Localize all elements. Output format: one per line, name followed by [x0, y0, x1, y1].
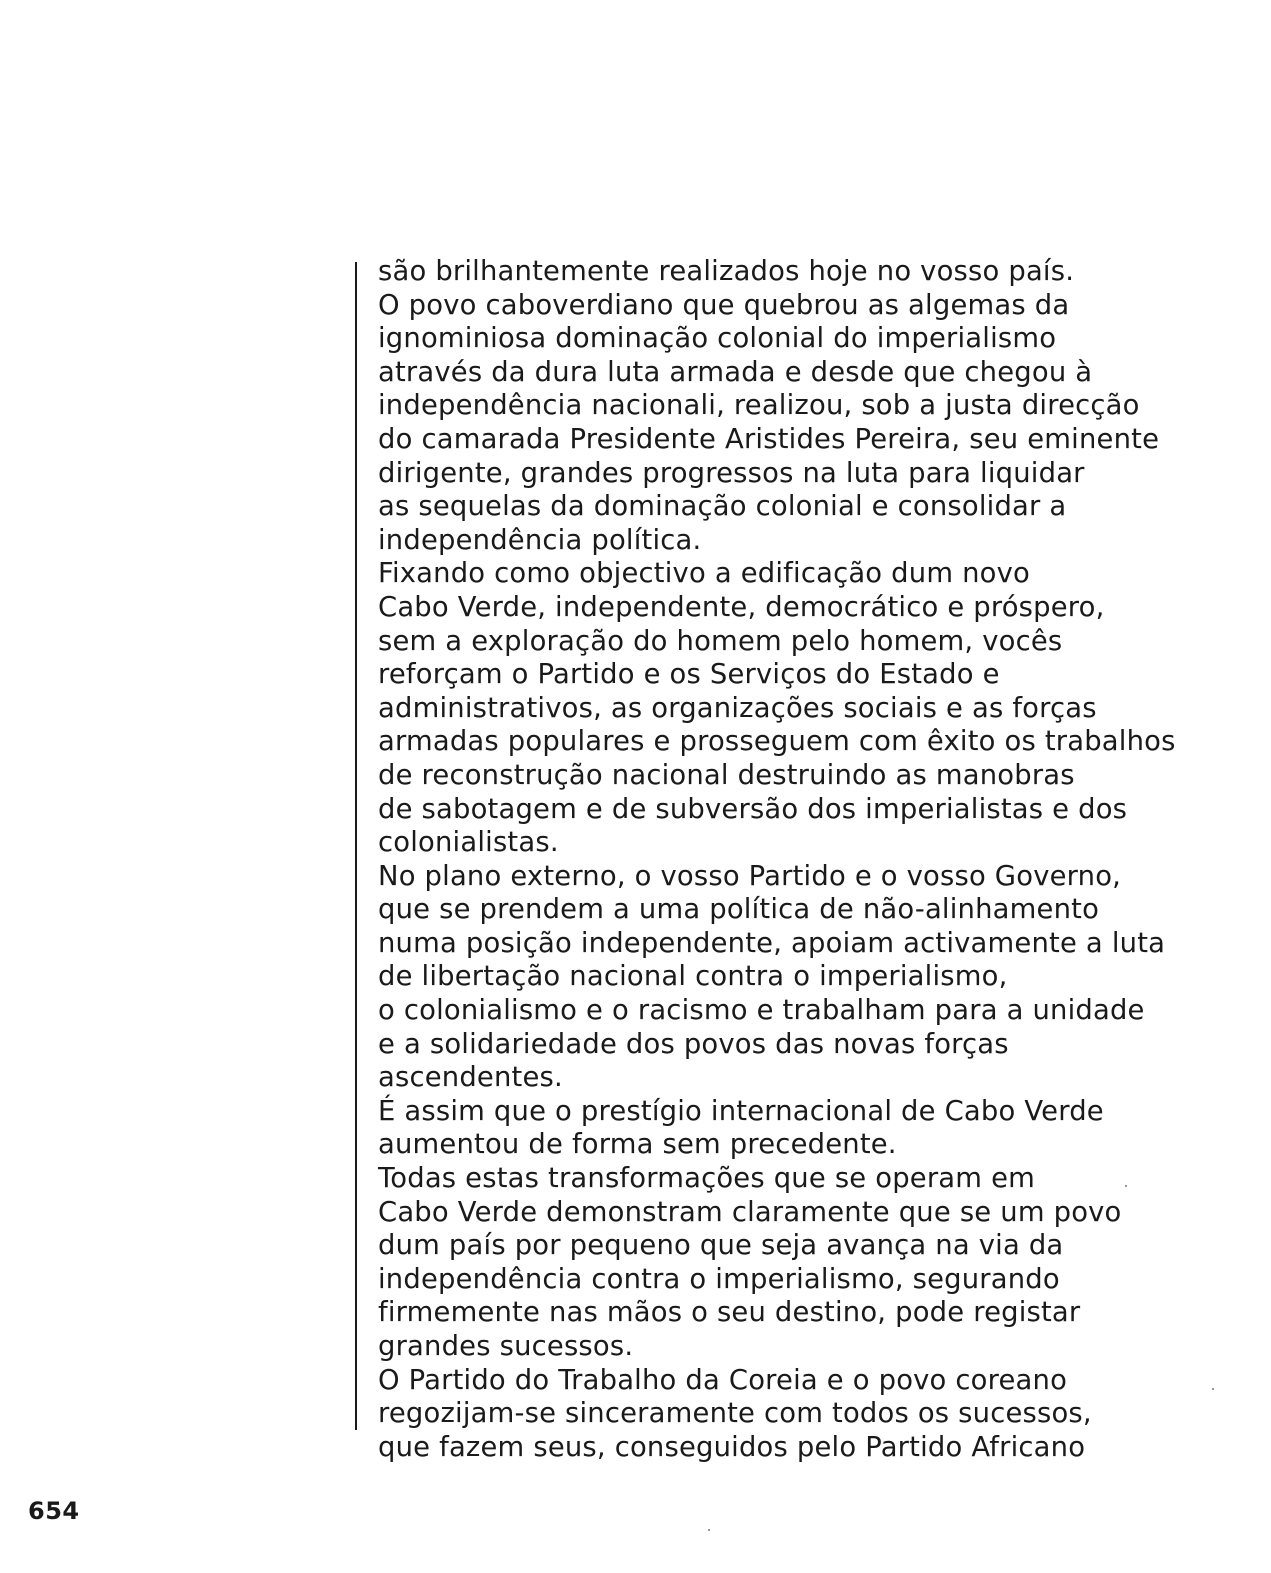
text-line: O Partido do Trabalho da Coreia e o povo coreano — [378, 1364, 1068, 1396]
text-line: ascendentes. — [378, 1062, 563, 1094]
text-line: sem a exploração do homem pelo homem, vocês — [378, 625, 1063, 657]
text-line: dum país por pequeno que seja avança na via da — [378, 1230, 1064, 1262]
text-line: através da dura luta armada e desde que chegou à — [378, 356, 1093, 388]
text-line: Cabo Verde, independente, democrático e próspero, — [378, 591, 1105, 623]
text-line: são brilhantemente realizados hoje no vosso país. — [378, 256, 1075, 287]
text-line: administrativos, as organizações sociais e as forças — [378, 692, 1097, 724]
text-line: colonialistas. — [378, 827, 559, 859]
text-line: que fazem seus, conseguidos pelo Partido Africano — [378, 1431, 1086, 1463]
text-line: dirigente, grandes progressos na luta para liquidar — [378, 457, 1085, 489]
text-line: reforçam o Partido e os Serviços do Estado e — [378, 659, 1000, 691]
text-line: o colonialismo e o racismo e trabalham para a unidade — [378, 995, 1145, 1027]
scan-speck — [708, 1529, 710, 1531]
text-line: ignominiosa dominação colonial do imperialismo — [378, 323, 1057, 355]
text-line: independência política. — [378, 524, 702, 556]
text-line: as sequelas da dominação colonial e consolidar a — [378, 491, 1067, 523]
margin-rule — [355, 262, 357, 1430]
text-line: do camarada Presidente Aristides Pereira, seu eminente — [378, 423, 1160, 455]
text-line: Todas estas transformações que se operam em — [378, 1163, 1036, 1195]
text-line: O povo caboverdiano que quebrou as algemas da — [378, 289, 1070, 321]
text-line: grandes sucessos. — [378, 1331, 634, 1362]
text-line: que se prendem a uma política de não-alinhamento — [378, 894, 1100, 926]
text-line: É assim que o prestígio internacional de Cabo Verde — [378, 1095, 1104, 1127]
page-number: 654 — [28, 1497, 80, 1525]
text-line: numa posição independente, apoiam activamente a luta — [378, 927, 1166, 959]
text-line: independência nacionali, realizou, sob a justa direcção — [378, 390, 1140, 422]
text-line: No plano externo, o vosso Partido e o vosso Governo, — [378, 860, 1122, 892]
text-line: regozijam-se sinceramente com todos os sucessos, — [378, 1398, 1092, 1430]
scan-speck — [1212, 1388, 1214, 1390]
text-line: e a solidariedade dos povos das novas forças — [378, 1028, 1009, 1060]
text-line: de libertação nacional contra o imperialismo, — [378, 961, 1008, 993]
scan-speck — [1125, 1185, 1127, 1187]
text-line: Fixando como objectivo a edificação dum novo — [378, 558, 1030, 590]
text-line: aumentou de forma sem precedente. — [378, 1129, 897, 1161]
text-line: Cabo Verde demonstram claramente que se um povo — [378, 1196, 1122, 1228]
text-line: independência contra o imperialismo, segurando — [378, 1263, 1060, 1295]
text-line: armadas populares e prosseguem com êxito os trabalhos — [378, 726, 1176, 758]
text-line: de reconstrução nacional destruindo as manobras — [378, 759, 1075, 791]
text-line: firmemente nas mãos o seu destino, pode registar — [378, 1297, 1081, 1329]
body-text — [378, 255, 1238, 1464]
text-line: de sabotagem e de subversão dos imperialistas e dos — [378, 793, 1128, 825]
